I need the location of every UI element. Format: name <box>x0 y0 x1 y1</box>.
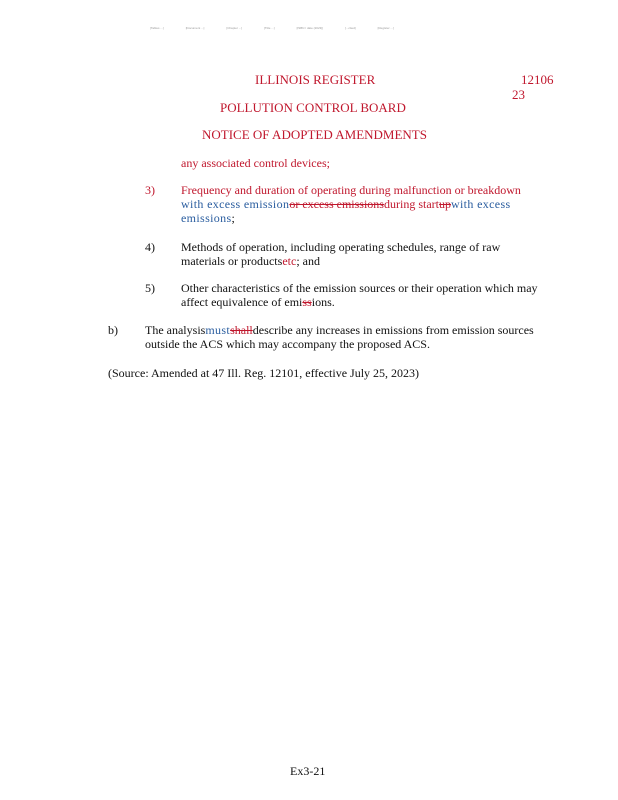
register-title: ILLINOIS REGISTER <box>255 72 376 87</box>
item-3-delete-1: or excess emissions <box>289 197 384 211</box>
item-3-delete-2: up <box>438 197 451 211</box>
item-3-mid: during start <box>383 197 439 211</box>
item-b-rest: describe any increases in emissions from emission sources <box>252 323 534 337</box>
register-issue-number: 23 <box>512 87 525 102</box>
item-3-line3: emissions <box>181 211 232 225</box>
item-3-text <box>181 183 586 225</box>
register-page-number: 12106 <box>521 72 554 87</box>
item-5-line2a: affect equivalence of emi <box>181 295 303 309</box>
item-3-line3-tail: ; <box>231 211 235 225</box>
item-5-number: 5) <box>145 281 155 295</box>
item-5-line2b: ss <box>302 295 312 309</box>
item-5-text <box>181 281 591 309</box>
continuation-text: any associated control devices; <box>181 156 330 170</box>
notice-title: NOTICE OF ADOPTED AMENDMENTS <box>202 127 427 142</box>
item-b-line2: outside the ACS which may accompany the proposed ACS. <box>145 337 430 351</box>
board-title: POLLUTION CONTROL BOARD <box>220 100 406 115</box>
item-4-line1: Methods of operation, including operating schedules, range of raw <box>181 240 501 254</box>
item-5-line1: Other characteristics of the emission sources or their operation which may <box>181 281 538 295</box>
header-meta-item: [Document ...] <box>185 26 205 30</box>
item-4-line2a: materials or products <box>181 254 283 268</box>
item-b-pre: The analysis <box>145 323 206 337</box>
item-b-text <box>145 323 585 351</box>
header-meta-item: [Tables ...] <box>150 26 164 30</box>
header-meta-item: [Register ...] <box>377 26 394 30</box>
item-3-insert-1: with excess emission <box>181 197 290 211</box>
item-4-line2c: ; and <box>296 254 320 268</box>
header-meta-item: [...cited] <box>345 26 356 30</box>
item-3-insert-2: with excess <box>450 197 511 211</box>
item-4-line2b: etc <box>282 254 297 268</box>
item-3-number: 3) <box>145 183 155 197</box>
item-5-line2c: ions. <box>311 295 335 309</box>
page-footer: Ex3-21 <box>290 764 326 778</box>
item-b-insert: must <box>205 323 231 337</box>
item-4-number: 4) <box>145 240 155 254</box>
item-3-line1: Frequency and duration of operating during malfunction or breakdown <box>181 183 521 197</box>
header-meta-item: [Title ...] <box>264 26 275 30</box>
source-note: (Source: Amended at 47 Ill. Reg. 12101, effective July 25, 2023) <box>108 366 420 380</box>
header-meta <box>150 26 510 38</box>
item-4-text <box>181 240 586 268</box>
item-b-delete: shall <box>230 323 253 337</box>
item-b-number: b) <box>108 323 118 337</box>
header-meta-item: [Chapter ...] <box>226 26 243 30</box>
header-meta-item: [ISBN / date (2023)] <box>296 26 324 30</box>
